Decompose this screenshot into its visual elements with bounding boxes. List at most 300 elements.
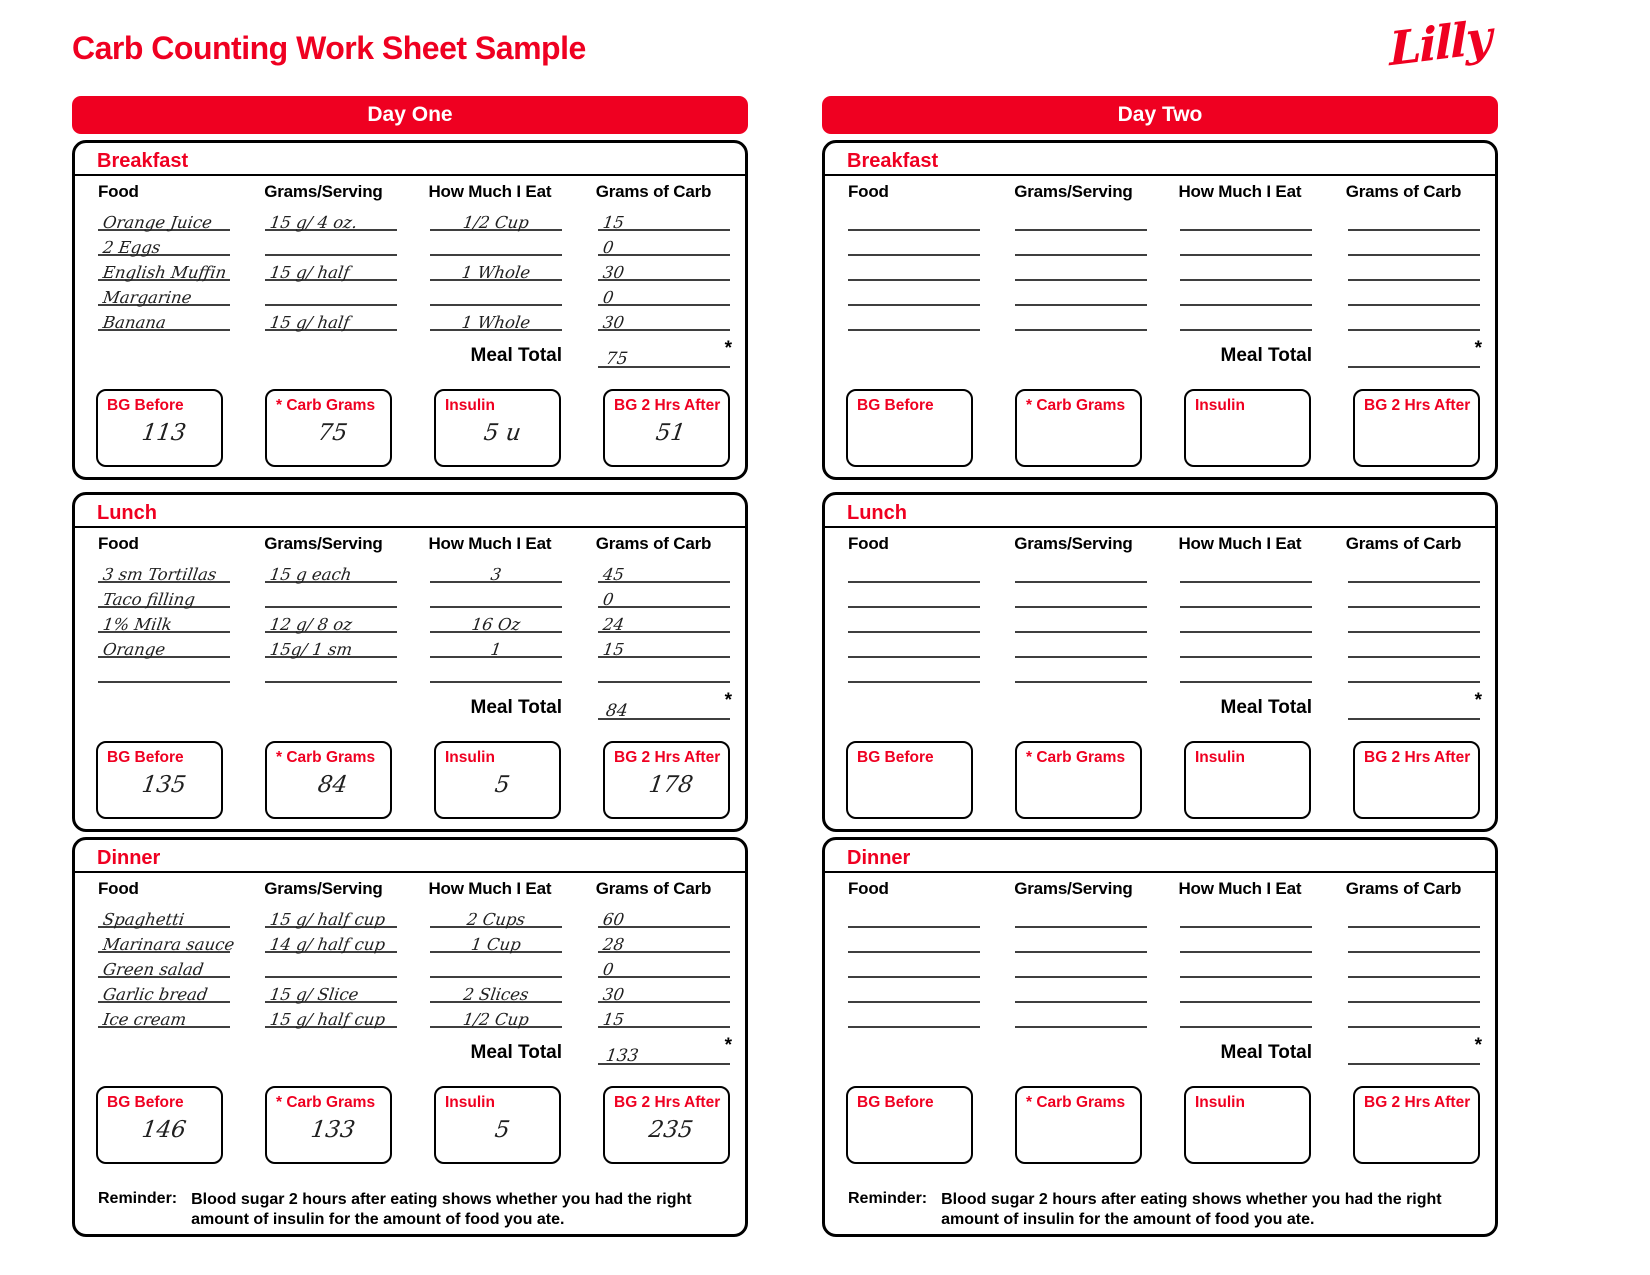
- carb-grams-label: * Carb Grams: [276, 1094, 376, 1111]
- column-header-grams-serving: Grams/Serving: [1014, 534, 1133, 553]
- handwritten-grams-carb-entry: 0: [601, 288, 615, 307]
- grams-serving-entry-line: [1015, 978, 1147, 1003]
- food-row: [848, 903, 1495, 928]
- food-entry-line: [98, 608, 230, 633]
- grams-serving-entry-line: [265, 306, 397, 331]
- grams-serving-entry-line: [265, 231, 397, 256]
- food-entry-line: [98, 903, 230, 928]
- insulin-label: Insulin: [1195, 749, 1245, 766]
- carb-grams-box: [1015, 741, 1142, 819]
- handwritten-grams-carb-entry: 15: [601, 213, 626, 232]
- food-row: [98, 978, 745, 1003]
- day-header: Day One: [72, 96, 748, 134]
- reminder-note: [98, 1190, 745, 1231]
- column-header-how-much: How Much I Eat: [428, 879, 552, 898]
- footnote-asterisk: *: [724, 1035, 732, 1056]
- how-much-entry-line: [430, 281, 562, 306]
- handwritten-food-entry: English Muffin: [101, 263, 228, 282]
- grams-carb-entry-line: [1348, 953, 1480, 978]
- insulin-value: 5 u: [481, 420, 523, 446]
- reminder-label: Reminder:: [98, 1190, 178, 1207]
- handwritten-grams-serving-entry: 14 g/ half cup: [268, 935, 387, 954]
- food-row: [848, 978, 1495, 1003]
- food-entry-line: [848, 608, 980, 633]
- food-row: [98, 281, 745, 306]
- column-header-grams-carb: Grams of Carb: [595, 182, 712, 201]
- grams-carb-entry-line: [598, 231, 730, 256]
- bg-before-box: [846, 741, 973, 819]
- meal-section-title: Breakfast: [75, 143, 745, 176]
- food-row: [848, 231, 1495, 256]
- bg-boxes: [96, 1086, 745, 1164]
- grams-serving-entry-line: [1015, 953, 1147, 978]
- carb-grams-label: * Carb Grams: [276, 397, 376, 414]
- meal-total-row: [848, 331, 1495, 368]
- how-much-entry-line: [430, 658, 562, 683]
- grams-carb-entry-line: [1348, 281, 1480, 306]
- how-much-entry-line: [430, 558, 562, 583]
- food-entry-line: [848, 256, 980, 281]
- meal-panel-dinner: [822, 837, 1498, 1237]
- handwritten-grams-serving-entry: 15 g/ half cup: [268, 1010, 387, 1029]
- meal-section-title: Breakfast: [825, 143, 1495, 176]
- meal-total-line: [598, 683, 730, 720]
- grams-serving-entry-line: [1015, 928, 1147, 953]
- food-entry-line: [848, 953, 980, 978]
- column-headers: [848, 534, 1495, 554]
- carb-grams-box: [265, 1086, 392, 1164]
- insulin-box: [1184, 1086, 1311, 1164]
- day-one-column: [72, 96, 748, 1237]
- food-row: [848, 658, 1495, 683]
- grams-carb-entry-line: [598, 978, 730, 1003]
- meal-panel-breakfast: [822, 140, 1498, 480]
- insulin-value: 5: [492, 1117, 512, 1143]
- carb-grams-label: * Carb Grams: [1026, 397, 1126, 414]
- grams-carb-entry-line: [1348, 608, 1480, 633]
- carb-grams-value: 84: [316, 772, 350, 798]
- meal-section-title: Dinner: [825, 840, 1495, 873]
- handwritten-grams-carb-entry: 30: [601, 263, 626, 282]
- food-rows: [848, 558, 1495, 683]
- carb-grams-label: * Carb Grams: [1026, 749, 1126, 766]
- how-much-entry-line: [1180, 306, 1312, 331]
- how-much-entry-line: [1180, 903, 1312, 928]
- how-much-entry-line: [1180, 583, 1312, 608]
- bg-after-label: BG 2 Hrs After: [614, 1094, 721, 1111]
- meal-total-value: 84: [604, 701, 630, 721]
- handwritten-grams-carb-entry: 15: [601, 1010, 626, 1029]
- column-header-food: Food: [848, 879, 889, 898]
- how-much-entry-line: [1180, 206, 1312, 231]
- grams-serving-entry-line: [1015, 206, 1147, 231]
- grams-carb-entry-line: [598, 583, 730, 608]
- food-row: [848, 558, 1495, 583]
- food-row: [98, 633, 745, 658]
- food-entry-line: [98, 306, 230, 331]
- column-header-food: Food: [98, 182, 139, 201]
- grams-serving-entry-line: [265, 583, 397, 608]
- column-header-food: Food: [98, 534, 139, 553]
- food-row: [98, 928, 745, 953]
- column-header-food: Food: [848, 182, 889, 201]
- food-row: [848, 1003, 1495, 1028]
- bg-before-label: BG Before: [107, 397, 184, 414]
- grams-carb-entry-line: [598, 608, 730, 633]
- carb-grams-box: [265, 741, 392, 819]
- bg-before-box: [846, 389, 973, 467]
- column-header-grams-serving: Grams/Serving: [264, 534, 383, 553]
- handwritten-grams-carb-entry: 28: [601, 935, 626, 954]
- grams-serving-entry-line: [265, 978, 397, 1003]
- grams-carb-entry-line: [1348, 978, 1480, 1003]
- grams-serving-entry-line: [1015, 583, 1147, 608]
- grams-serving-entry-line: [1015, 231, 1147, 256]
- grams-carb-entry-line: [1348, 633, 1480, 658]
- food-row: [98, 558, 745, 583]
- grams-carb-entry-line: [1348, 1003, 1480, 1028]
- insulin-box: [434, 741, 561, 819]
- meal-total-row: [98, 683, 745, 720]
- meal-total-value: 133: [604, 1046, 640, 1066]
- handwritten-food-entry: 3 sm Tortillas: [101, 565, 218, 584]
- handwritten-grams-serving-entry: 15 g/ Slice: [268, 985, 360, 1004]
- carb-grams-box: [1015, 1086, 1142, 1164]
- grams-carb-entry-line: [1348, 206, 1480, 231]
- meal-total-label: Meal Total: [470, 345, 562, 366]
- how-much-entry-line: [430, 1003, 562, 1028]
- column-header-grams-carb: Grams of Carb: [1345, 879, 1462, 898]
- grams-carb-entry-line: [1348, 558, 1480, 583]
- food-row: [848, 281, 1495, 306]
- column-headers: [98, 534, 745, 554]
- column-header-food: Food: [848, 534, 889, 553]
- day-header: Day Two: [822, 96, 1498, 134]
- grams-serving-entry-line: [265, 1003, 397, 1028]
- grams-serving-entry-line: [265, 256, 397, 281]
- grams-carb-entry-line: [598, 256, 730, 281]
- food-entry-line: [98, 281, 230, 306]
- food-entry-line: [98, 256, 230, 281]
- food-row: [848, 633, 1495, 658]
- meal-total-line: [598, 331, 730, 368]
- how-much-entry-line: [430, 306, 562, 331]
- column-headers: [848, 182, 1495, 202]
- food-row: [98, 231, 745, 256]
- meal-total-label: Meal Total: [1220, 345, 1312, 366]
- handwritten-grams-serving-entry: 15 g/ half cup: [268, 910, 387, 929]
- handwritten-grams-serving-entry: 15 g/ 4 oz.: [268, 213, 359, 232]
- handwritten-how-much-entry: 2 Slices: [462, 985, 530, 1004]
- grams-carb-entry-line: [598, 928, 730, 953]
- food-entry-line: [848, 306, 980, 331]
- column-header-grams-serving: Grams/Serving: [264, 879, 383, 898]
- column-header-how-much: How Much I Eat: [1178, 879, 1302, 898]
- grams-serving-entry-line: [265, 928, 397, 953]
- food-rows: [98, 558, 745, 683]
- meal-section-title: Lunch: [75, 495, 745, 528]
- grams-carb-entry-line: [598, 281, 730, 306]
- meal-total-row: [848, 1028, 1495, 1065]
- food-entry-line: [98, 928, 236, 954]
- bg-boxes: [96, 389, 745, 467]
- bg-before-value: 113: [140, 420, 188, 446]
- food-row: [98, 953, 745, 978]
- food-row: [848, 256, 1495, 281]
- insulin-label: Insulin: [1195, 397, 1245, 414]
- food-row: [848, 206, 1495, 231]
- insulin-label: Insulin: [445, 749, 495, 766]
- food-row: [848, 306, 1495, 331]
- meal-total-label: Meal Total: [1220, 697, 1312, 718]
- handwritten-grams-carb-entry: 60: [601, 910, 626, 929]
- insulin-label: Insulin: [445, 1094, 495, 1111]
- column-header-grams-serving: Grams/Serving: [264, 182, 383, 201]
- grams-carb-entry-line: [598, 1003, 730, 1028]
- reminder-text: Blood sugar 2 hours after eating shows whether you had the right amount of insulin for the amount of food you ate.: [941, 1191, 1442, 1229]
- grams-serving-entry-line: [265, 658, 397, 683]
- how-much-entry-line: [430, 206, 562, 231]
- bg-before-box: [96, 1086, 223, 1164]
- bg-before-value: 135: [140, 772, 188, 798]
- grams-serving-entry-line: [1015, 658, 1147, 683]
- bg-after-box: [603, 1086, 730, 1164]
- bg-after-label: BG 2 Hrs After: [1364, 1094, 1471, 1111]
- handwritten-how-much-entry: 2 Cups: [465, 910, 527, 929]
- day-two-column: [822, 96, 1498, 1237]
- food-entry-line: [98, 583, 230, 608]
- grams-carb-entry-line: [598, 206, 730, 231]
- footnote-asterisk: *: [1474, 690, 1482, 711]
- day-two-meals: [822, 140, 1498, 1237]
- page-title: Carb Counting Work Sheet Sample: [72, 30, 586, 66]
- meal-total-line: [598, 1028, 730, 1065]
- food-rows: [98, 206, 745, 331]
- meal-section-title: Dinner: [75, 840, 745, 873]
- handwritten-grams-carb-entry: 0: [601, 960, 615, 979]
- lilly-logo: Lilly: [1388, 9, 1491, 77]
- handwritten-food-entry: 2 Eggs: [101, 238, 162, 257]
- column-headers: [98, 879, 745, 899]
- column-header-how-much: How Much I Eat: [1178, 182, 1302, 201]
- food-entry-line: [848, 928, 980, 953]
- grams-serving-entry-line: [1015, 558, 1147, 583]
- grams-serving-entry-line: [265, 633, 397, 658]
- insulin-box: [1184, 741, 1311, 819]
- how-much-entry-line: [1180, 558, 1312, 583]
- bg-after-box: [1353, 741, 1480, 819]
- handwritten-how-much-entry: 1 Whole: [460, 263, 532, 282]
- how-much-entry-line: [1180, 1003, 1312, 1028]
- bg-after-label: BG 2 Hrs After: [1364, 749, 1471, 766]
- meal-total-value: 75: [604, 349, 630, 369]
- bg-before-value: 146: [140, 1117, 188, 1143]
- how-much-entry-line: [430, 583, 562, 608]
- food-entry-line: [98, 633, 230, 658]
- column-header-grams-carb: Grams of Carb: [1345, 182, 1462, 201]
- how-much-entry-line: [1180, 928, 1312, 953]
- how-much-entry-line: [430, 608, 562, 633]
- bg-after-label: BG 2 Hrs After: [614, 397, 721, 414]
- food-row: [98, 608, 745, 633]
- food-entry-line: [98, 978, 230, 1003]
- meal-total-label: Meal Total: [470, 697, 562, 718]
- food-row: [98, 206, 745, 231]
- meal-panel-lunch: [822, 492, 1498, 832]
- bg-boxes: [846, 1086, 1495, 1164]
- footnote-asterisk: *: [1474, 338, 1482, 359]
- reminder-note: [848, 1190, 1495, 1231]
- food-entry-line: [98, 558, 230, 583]
- handwritten-how-much-entry: 1: [489, 640, 503, 659]
- food-row: [98, 306, 745, 331]
- day-one-meals: [72, 140, 748, 1237]
- handwritten-how-much-entry: 1/2 Cup: [461, 213, 531, 232]
- bg-after-box: [603, 741, 730, 819]
- grams-carb-entry-line: [598, 903, 730, 928]
- column-headers: [98, 182, 745, 202]
- handwritten-grams-carb-entry: 30: [601, 313, 626, 332]
- column-header-food: Food: [98, 879, 139, 898]
- bg-after-value: 51: [654, 420, 688, 446]
- bg-after-label: BG 2 Hrs After: [614, 749, 721, 766]
- food-row: [98, 903, 745, 928]
- column-header-grams-carb: Grams of Carb: [1345, 534, 1462, 553]
- food-rows: [98, 903, 745, 1028]
- how-much-entry-line: [1180, 978, 1312, 1003]
- grams-carb-entry-line: [1348, 231, 1480, 256]
- how-much-entry-line: [430, 903, 562, 928]
- handwritten-grams-carb-entry: 30: [601, 985, 626, 1004]
- grams-serving-entry-line: [265, 608, 397, 633]
- how-much-entry-line: [430, 978, 562, 1003]
- meal-total-label: Meal Total: [1220, 1042, 1312, 1063]
- grams-carb-entry-line: [1348, 903, 1480, 928]
- grams-serving-entry-line: [265, 281, 397, 306]
- grams-carb-entry-line: [1348, 306, 1480, 331]
- column-headers: [848, 879, 1495, 899]
- meal-total-line: [1348, 683, 1480, 720]
- grams-serving-entry-line: [1015, 306, 1147, 331]
- handwritten-food-entry: Orange: [101, 640, 167, 659]
- food-rows: [848, 903, 1495, 1028]
- grams-serving-entry-line: [265, 953, 397, 978]
- food-entry-line: [848, 978, 980, 1003]
- insulin-value: 5: [492, 772, 512, 798]
- meal-panel-lunch: [72, 492, 748, 832]
- bg-before-box: [96, 389, 223, 467]
- bg-after-value: 178: [647, 772, 695, 798]
- grams-carb-entry-line: [1348, 256, 1480, 281]
- carb-grams-box: [265, 389, 392, 467]
- column-header-how-much: How Much I Eat: [428, 182, 552, 201]
- how-much-entry-line: [1180, 231, 1312, 256]
- carb-grams-label: * Carb Grams: [276, 749, 376, 766]
- food-entry-line: [848, 658, 980, 683]
- grams-serving-entry-line: [265, 903, 397, 928]
- bg-before-label: BG Before: [857, 1094, 934, 1111]
- how-much-entry-line: [1180, 281, 1312, 306]
- column-header-how-much: How Much I Eat: [428, 534, 552, 553]
- meal-section-title: Lunch: [825, 495, 1495, 528]
- column-header-grams-serving: Grams/Serving: [1014, 879, 1133, 898]
- handwritten-grams-carb-entry: 24: [601, 615, 626, 634]
- handwritten-food-entry: Orange Juice: [101, 213, 214, 232]
- grams-serving-entry-line: [265, 558, 397, 583]
- handwritten-grams-serving-entry: 12 g/ 8 oz: [268, 615, 354, 634]
- insulin-box: [434, 1086, 561, 1164]
- bg-boxes: [846, 389, 1495, 467]
- bg-before-box: [846, 1086, 973, 1164]
- food-entry-line: [98, 658, 230, 683]
- how-much-entry-line: [430, 953, 562, 978]
- handwritten-food-entry: Green salad: [101, 960, 205, 979]
- grams-serving-entry-line: [265, 206, 397, 231]
- handwritten-food-entry: Taco filling: [101, 590, 197, 609]
- bg-before-box: [96, 741, 223, 819]
- food-row: [98, 583, 745, 608]
- handwritten-food-entry: Garlic bread: [101, 985, 209, 1004]
- bg-before-label: BG Before: [857, 749, 934, 766]
- meal-total-line: [1348, 1028, 1480, 1065]
- handwritten-how-much-entry: 16 Oz: [470, 615, 522, 634]
- handwritten-food-entry: 1% Milk: [101, 615, 174, 634]
- column-header-grams-carb: Grams of Carb: [595, 534, 712, 553]
- grams-serving-entry-line: [1015, 281, 1147, 306]
- bg-after-label: BG 2 Hrs After: [1364, 397, 1471, 414]
- handwritten-food-entry: Margarine: [101, 288, 193, 307]
- how-much-entry-line: [1180, 633, 1312, 658]
- handwritten-grams-carb-entry: 0: [601, 238, 615, 257]
- grams-serving-entry-line: [1015, 633, 1147, 658]
- grams-carb-entry-line: [1348, 658, 1480, 683]
- handwritten-grams-carb-entry: 15: [601, 640, 626, 659]
- food-row: [98, 658, 745, 683]
- column-header-how-much: How Much I Eat: [1178, 534, 1302, 553]
- bg-boxes: [96, 741, 745, 819]
- handwritten-grams-serving-entry: 15 g/ half: [268, 313, 351, 332]
- meal-total-line: [1348, 331, 1480, 368]
- handwritten-grams-carb-entry: 0: [601, 590, 615, 609]
- grams-serving-entry-line: [1015, 256, 1147, 281]
- meal-total-row: [98, 1028, 745, 1065]
- carb-grams-label: * Carb Grams: [1026, 1094, 1126, 1111]
- handwritten-how-much-entry: 3: [489, 565, 503, 584]
- food-entry-line: [98, 231, 230, 256]
- carb-grams-value: 75: [316, 420, 350, 446]
- how-much-entry-line: [430, 231, 562, 256]
- food-row: [98, 1003, 745, 1028]
- meal-panel-dinner: [72, 837, 748, 1237]
- handwritten-how-much-entry: 1 Cup: [469, 935, 523, 954]
- food-row: [848, 928, 1495, 953]
- meal-total-row: [848, 683, 1495, 720]
- meal-panel-breakfast: [72, 140, 748, 480]
- bg-boxes: [846, 741, 1495, 819]
- handwritten-how-much-entry: 1/2 Cup: [461, 1010, 531, 1029]
- grams-carb-entry-line: [1348, 928, 1480, 953]
- food-entry-line: [848, 903, 980, 928]
- insulin-label: Insulin: [1195, 1094, 1245, 1111]
- meal-total-label: Meal Total: [470, 1042, 562, 1063]
- handwritten-food-entry: Spaghetti: [101, 910, 186, 929]
- handwritten-food-entry: Banana: [101, 313, 168, 332]
- handwritten-grams-serving-entry: 15g/ 1 sm: [268, 640, 354, 659]
- handwritten-food-entry: Marinara sauce: [101, 935, 236, 954]
- food-entry-line: [848, 281, 980, 306]
- carb-grams-value: 133: [309, 1117, 357, 1143]
- grams-carb-entry-line: [598, 953, 730, 978]
